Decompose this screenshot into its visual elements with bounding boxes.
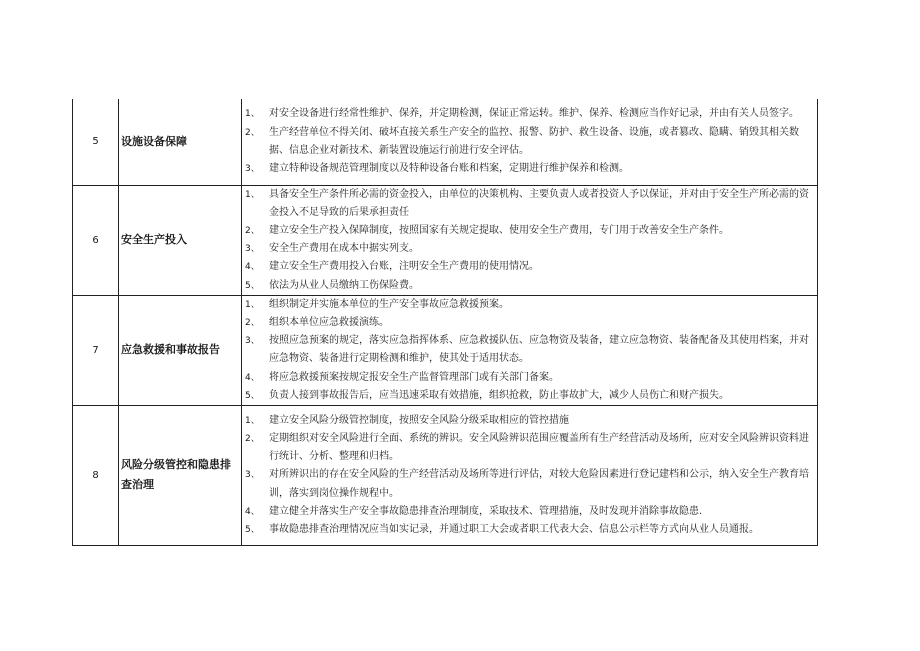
requirement-text: 组织本单位应急救援演练。 — [269, 316, 389, 328]
requirement-number: 3、 — [245, 470, 260, 481]
requirements-cell — [242, 99, 818, 185]
requirement-item — [245, 387, 811, 405]
requirement-number: 1、 — [245, 415, 260, 426]
requirements-list — [245, 105, 811, 178]
requirement-item — [245, 430, 811, 466]
requirements-list — [245, 186, 811, 295]
requirement-item — [245, 124, 811, 160]
requirement-number: 4、 — [245, 372, 260, 383]
table-row — [73, 405, 818, 545]
requirement-number: 3、 — [245, 336, 260, 347]
requirement-item — [245, 277, 811, 295]
requirement-item — [245, 105, 811, 123]
table-row — [73, 295, 818, 405]
requirement-number: 3、 — [245, 163, 260, 174]
requirement-text: 建立健全并落实生产安全事故隐患排查治理制度，采取技术、管理措施，及时发现并消除事故隐患. — [269, 505, 703, 517]
table-row — [73, 99, 818, 185]
requirement-number: 4、 — [245, 262, 260, 273]
requirement-item — [245, 369, 811, 387]
requirements-cell — [242, 295, 818, 405]
row-number: 6 — [73, 185, 119, 295]
requirement-number: 2、 — [245, 225, 260, 236]
requirement-item — [245, 412, 811, 430]
item-name: 设施设备保障 — [119, 99, 242, 185]
requirement-text: 生产经营单位不得关闭、破坏直接关系生产安全的监控、报警、防护、救生设备、设施，或者篡改、隐瞒、销毁其相关数据、信息企业对新技术、新装置设施运行前进行安全评估。 — [269, 126, 799, 156]
requirement-number: 1、 — [245, 299, 260, 310]
requirements-cell — [242, 185, 818, 295]
requirement-number: 1、 — [245, 189, 260, 200]
requirement-text: 按照应急预案的规定，落实应急指挥体系、应急救援队伍、应急物资及装备，建立应急物资、装备配备及其使用档案，并对应急物资、装备进行定期检测和维护，使其处于适用状态。 — [269, 335, 809, 365]
requirement-number: 5、 — [245, 390, 260, 401]
requirement-item — [245, 160, 811, 178]
requirement-text: 建立安全生产费用投入台账，注明安全生产费用的使用情况。 — [269, 261, 539, 273]
requirement-text: 组织制定并实施本单位的生产安全事故应急救援预案。 — [269, 298, 509, 310]
requirement-text: 建立安全风险分级管控制度，按照安全风险分级采取相应的管控措施 — [269, 414, 569, 426]
requirement-item — [245, 296, 811, 314]
row-number: 7 — [73, 295, 119, 405]
requirement-text: 对安全设备进行经常性维护、保养，并定期检测，保证正常运转。维护、保养、检测应当作好记录，并由有关人员签字。 — [269, 108, 799, 120]
requirement-item — [245, 186, 811, 222]
requirements-table — [72, 99, 818, 546]
requirement-item — [245, 222, 811, 240]
requirement-text: 建立安全生产投入保障制度，按照国家有关规定提取、使用安全生产费用，专门用于改善安全生产条件。 — [269, 224, 729, 236]
requirement-item — [245, 258, 811, 276]
requirement-item — [245, 466, 811, 502]
requirement-number: 2、 — [245, 433, 260, 444]
requirement-text: 安全生产费用在成本中据实列支。 — [269, 243, 419, 255]
requirement-number: 2、 — [245, 127, 260, 138]
item-name: 应急救援和事故报告 — [119, 295, 242, 405]
requirement-text: 负责人接到事故报告后，应当迅速采取有效措施，组织抢救，防止事故扩大，减少人员伤亡和财产损失。 — [269, 389, 729, 401]
requirement-number: 1、 — [245, 109, 260, 120]
row-number: 8 — [73, 405, 119, 545]
requirement-text: 将应急救援预案按规定报安全生产监督管理部门或有关部门备案。 — [269, 371, 559, 383]
row-number: 5 — [73, 99, 119, 185]
item-name: 安全生产投入 — [119, 185, 242, 295]
requirement-item — [245, 332, 811, 368]
requirement-text: 定期组织对安全风险进行全面、系统的辨识。安全风险辨识范围应覆盖所有生产经营活动及场所，应对安全风险辨识资料进行统计、分析、整理和归档。 — [269, 432, 809, 463]
requirement-number: 2、 — [245, 317, 260, 328]
requirement-text: 建立特种设备规范管理制度以及特种设备台账和档案，定期进行维护保养和检测。 — [269, 162, 629, 174]
table-row — [73, 185, 818, 295]
table-body — [73, 99, 818, 545]
requirement-item — [245, 240, 811, 258]
requirement-item — [245, 503, 811, 521]
item-name: 风险分级管控和隐患排查治理 — [119, 405, 242, 545]
requirement-text: 具备安全生产条件所必需的资金投入，由单位的决策机构、主要负责人或者投资人予以保证，并对由于安全生产所必需的资金投入不足导致的后果承担责任 — [269, 188, 809, 218]
requirements-list — [245, 296, 811, 405]
requirement-item — [245, 521, 811, 539]
requirement-text: 事故隐患排查治理情况应当如实记录，并通过职工大会或者职工代表大会、信息公示栏等方式向从业人员通报。 — [269, 523, 759, 535]
requirements-cell — [242, 405, 818, 545]
requirement-text: 依法为从业人员缴纳工伤保险费。 — [269, 279, 419, 291]
requirements-list — [245, 412, 811, 539]
requirement-number: 5、 — [245, 280, 260, 291]
requirement-text: 对所辨识出的存在安全风险的生产经营活动及场所等进行评估，对较大危险因素进行登记建档和公示，纳入安全生产教育培训，落实到岗位操作规程中。 — [269, 469, 809, 499]
requirement-item — [245, 314, 811, 332]
requirement-number: 3、 — [245, 244, 260, 255]
requirement-number: 5、 — [245, 524, 260, 535]
requirement-number: 4、 — [245, 506, 260, 517]
